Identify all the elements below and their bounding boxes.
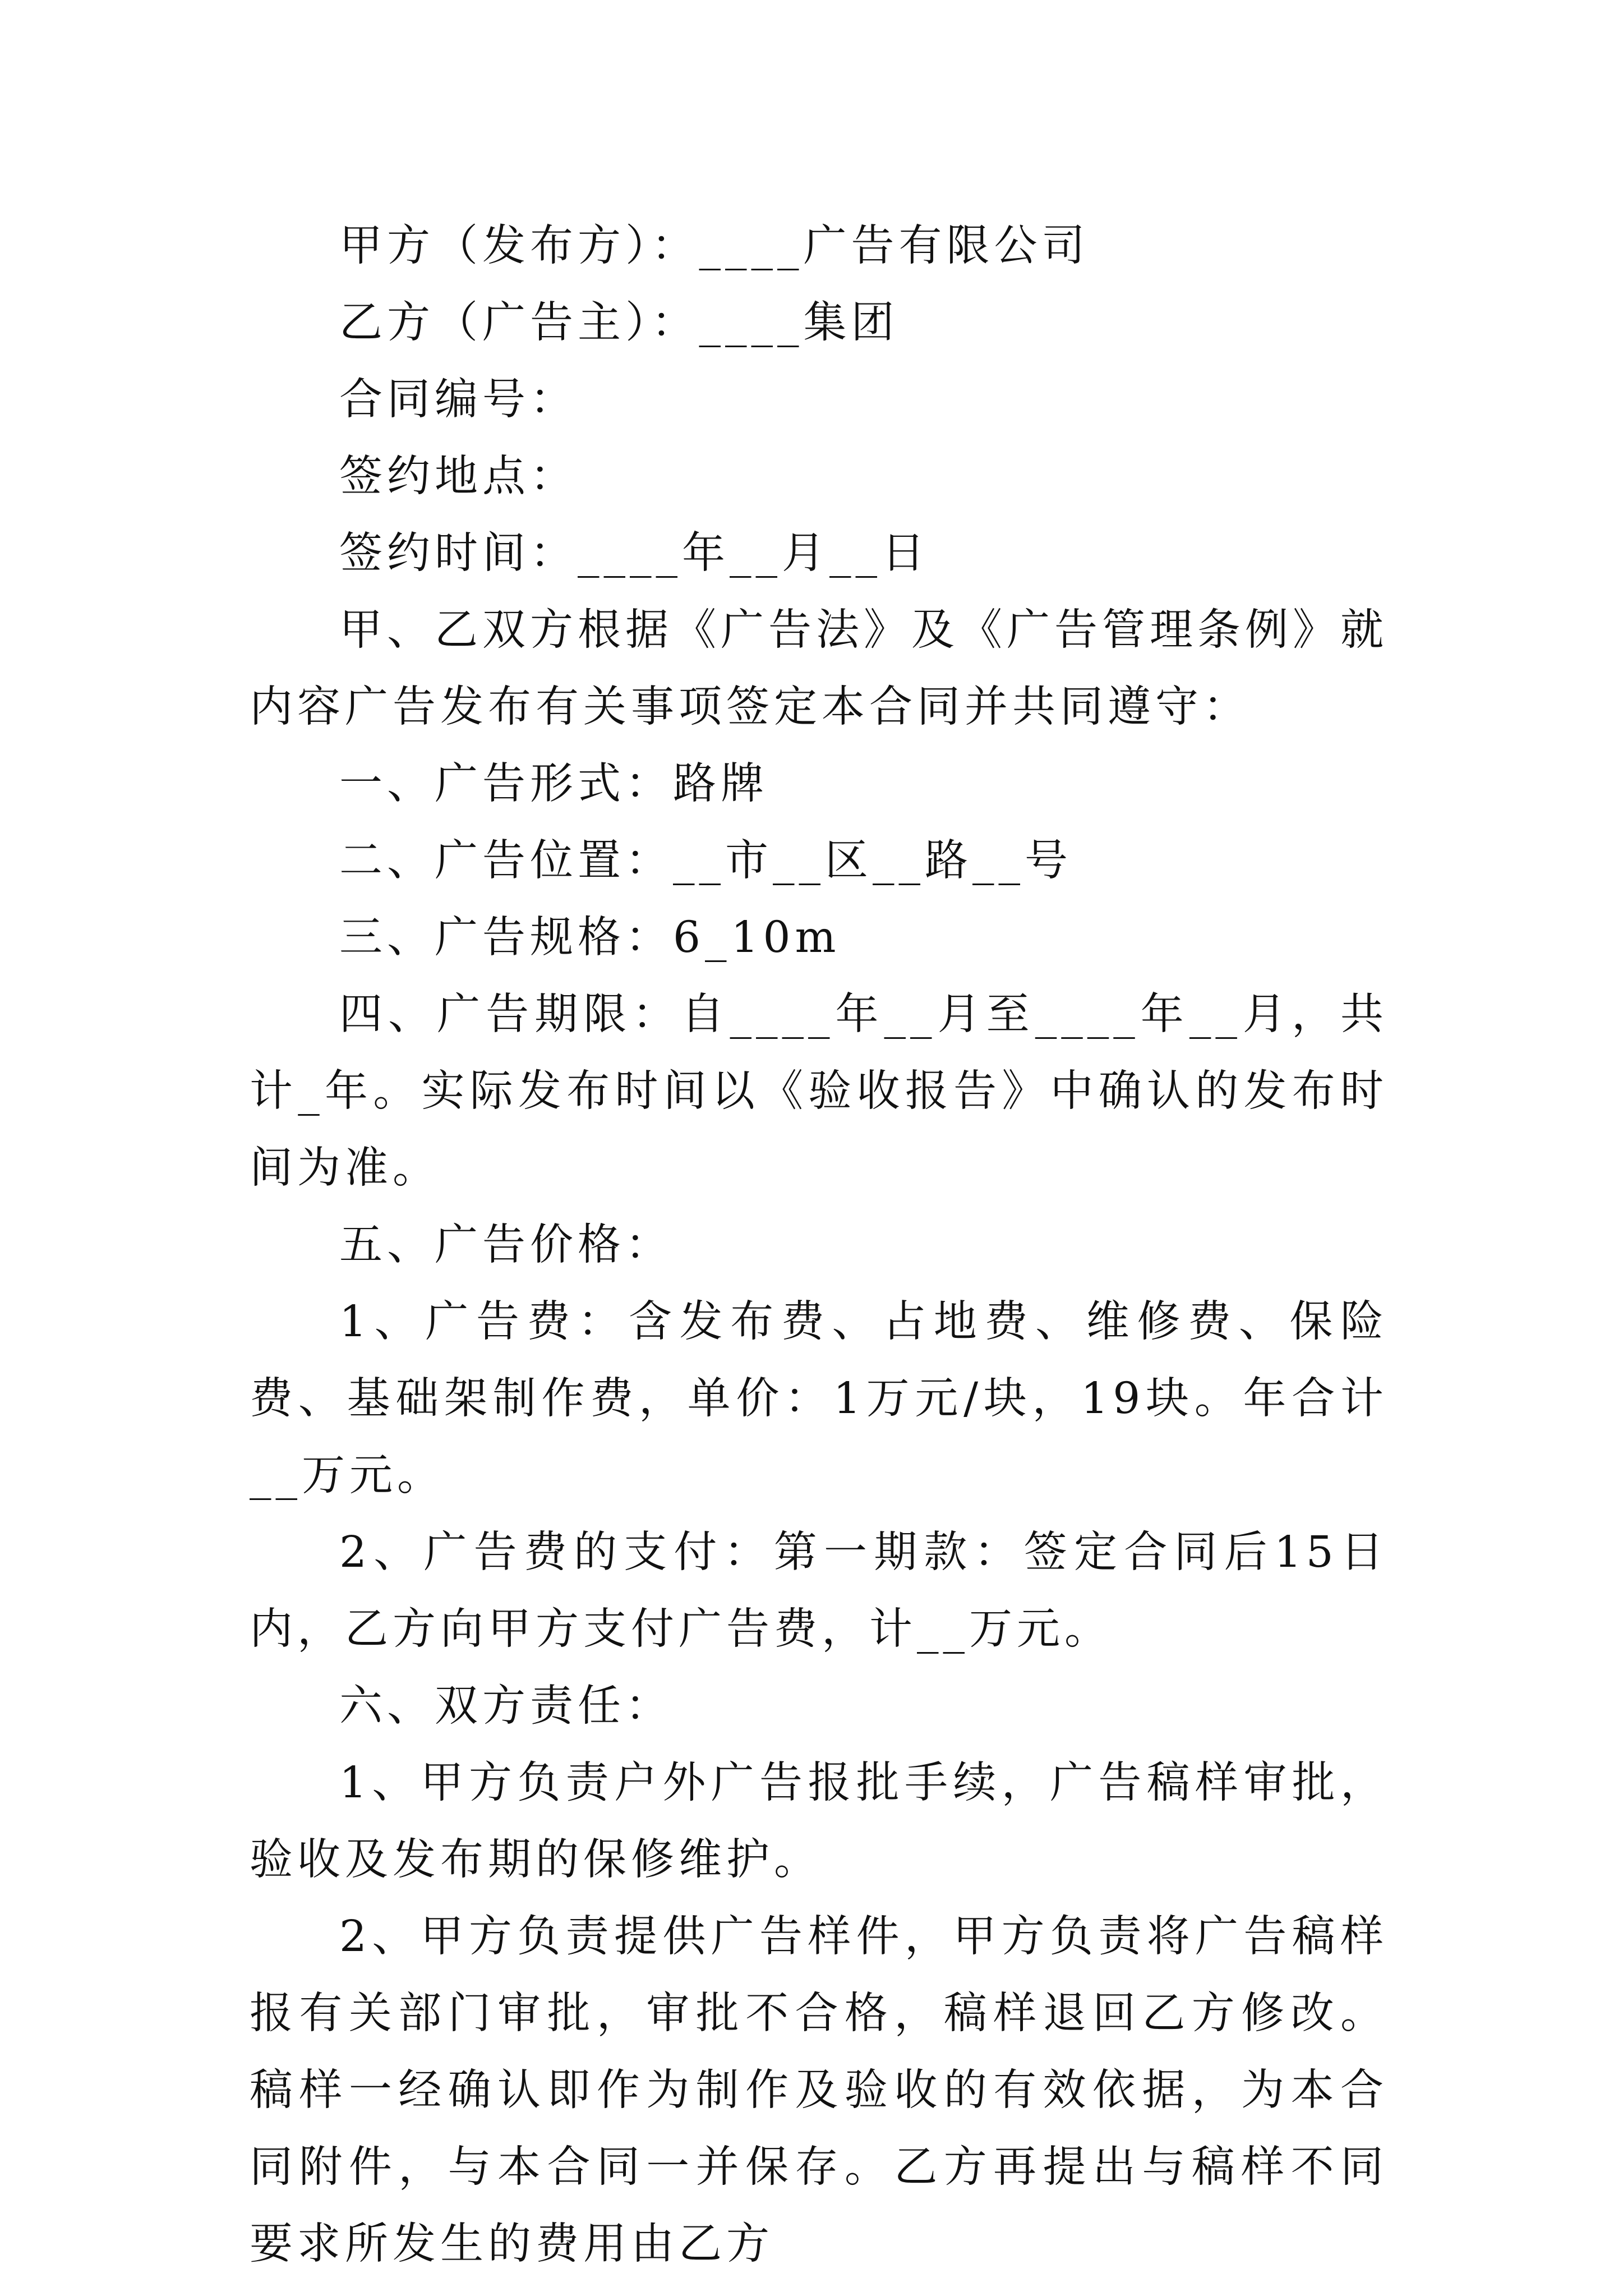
contract-number-line: 合同编号： — [339, 375, 578, 425]
clause-ad-form: 一、广告形式：路牌 — [339, 759, 768, 809]
clause-ad-period: 四、广告期限：自____年__月至____年__月，共计_年。实际发布时间以《验收报告》中确认的发布时间为准。 — [250, 990, 1388, 1193]
signing-date-line: 签约时间：____年__月__日 — [339, 528, 929, 578]
party-a-line: 甲方（发布方）：____广告有限公司 — [339, 221, 1090, 271]
clause-ad-location: 二、广告位置：__市__区__路__号 — [339, 836, 1072, 886]
preamble-paragraph: 甲、乙双方根据《广告法》及《广告管理条例》就内容广告发布有关事项签定本合同并共同遵守： — [250, 605, 1388, 732]
party-b-line: 乙方（广告主）：____集团 — [339, 298, 899, 348]
clause-ad-fee: 1、广告费：含发布费、占地费、维修费、保险费、基础架制作费，单价：1万元/块，19块。年合计__万元。 — [250, 1297, 1388, 1501]
contract-body — [250, 208, 1388, 2283]
clause-ad-price: 五、广告价格： — [339, 1220, 673, 1270]
clause-ad-payment: 2、广告费的支付：第一期款：签定合同后15日内，乙方向甲方支付广告费，计__万元。 — [250, 1527, 1388, 1654]
signing-place-line: 签约地点： — [339, 452, 578, 501]
responsibility-item-2: 2、甲方负责提供广告样件，甲方负责将广告稿样报有关部门审批，审批不合格，稿样退回乙方修改。稿样一经确认即作为制作及验收的有效依据，为本合同附件，与本合同一并保存。乙方再提出与稿样不同要求所发生的费用由乙方 — [250, 1912, 1388, 2269]
clause-ad-spec: 三、广告规格：6_10m — [339, 913, 841, 963]
responsibility-item-1: 1、甲方负责户外广告报批手续，广告稿样审批，验收及发布期的保修维护。 — [250, 1758, 1388, 1885]
clause-responsibilities: 六、双方责任： — [339, 1681, 673, 1731]
